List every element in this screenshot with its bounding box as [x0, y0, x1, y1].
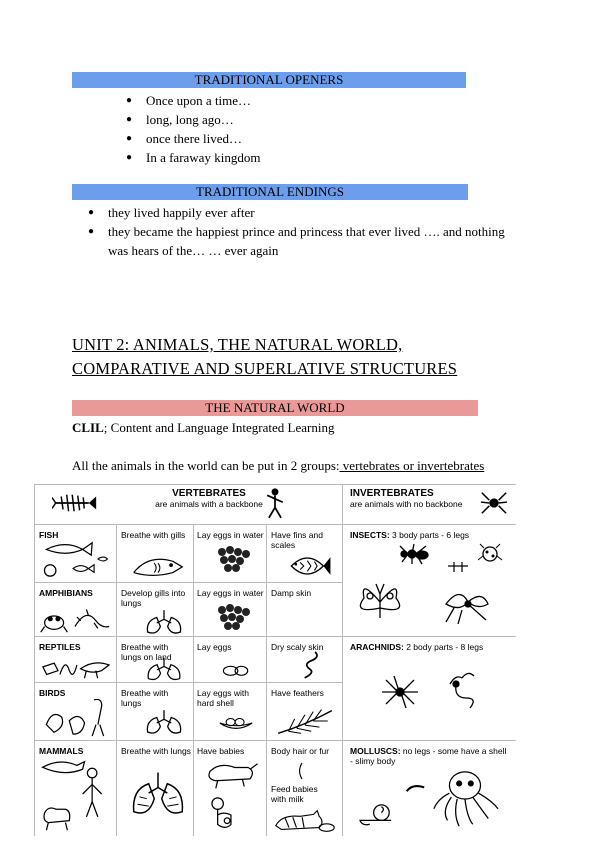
fish-breathing: Breathe with gills	[121, 530, 186, 540]
clil-text: ; Content and Language Integrated Learning	[103, 420, 335, 435]
molluscs-desc: no legs - some have a shell - slimy body	[350, 746, 507, 766]
openers-list	[126, 91, 260, 167]
unit-title-line-1: UNIT 2: ANIMALS, THE NATURAL WORLD,	[72, 335, 403, 354]
arachnids-name: ARACHNIDS:	[350, 642, 404, 652]
unit-title-line-2: COMPARATIVE AND SUPERLATIVE STRUCTURES	[72, 359, 458, 378]
group-fish: FISH	[39, 530, 59, 540]
lungs-icon	[144, 656, 184, 682]
fish-body: Have fins and scales	[271, 530, 323, 550]
reptiles-skin: Dry scaly skin	[271, 642, 324, 652]
scaly-fish-icon	[286, 550, 334, 582]
endings-list	[88, 203, 508, 260]
list-item: ● In a faraway kingdom	[126, 148, 260, 167]
reptiles-breathing: Breathe with lungs on land	[121, 642, 172, 662]
amphibians-group-icon	[38, 598, 112, 636]
snake-icon	[296, 648, 322, 680]
invertebrates-title: INVERTEBRATES	[350, 488, 434, 499]
fish-eggs: Lay eggs in water	[197, 530, 264, 540]
amphibians-breathing: Develop gills into lungs	[121, 588, 186, 608]
clil-abbr: CLIL	[72, 420, 104, 435]
openers-heading: TRADITIONAL OPENERS	[72, 72, 466, 88]
animal-classification-table	[34, 484, 516, 836]
list-item: ● long, long ago…	[126, 110, 260, 129]
reptile-eggs-icon	[218, 660, 254, 678]
hair-icon	[294, 760, 310, 782]
group-birds: BIRDS	[39, 688, 66, 698]
list-item: ● they became the happiest prince and princess that ever lived …. and nothing was hears of the… … ever again	[88, 222, 508, 260]
vertebrates-subtitle: are animals with a backbone	[155, 499, 263, 509]
lungs-icon	[144, 708, 184, 736]
nest-icon	[218, 714, 254, 732]
mammals-babies: Have babies	[197, 746, 245, 756]
molluscs-label	[350, 746, 510, 766]
fish-group-icon	[38, 538, 112, 580]
molluscs-name: MOLLUSCS:	[350, 746, 401, 756]
birds-body: Have feathers	[271, 688, 324, 698]
insects-desc: 3 body parts - 6 legs	[389, 530, 470, 540]
fish-head-icon	[130, 552, 186, 580]
mammals-group-icon	[38, 754, 112, 834]
groups-text: All the animals in the world can be put in 2 groups:	[72, 458, 340, 473]
dancing-skeleton-icon	[262, 486, 288, 522]
lungs-icon	[144, 608, 184, 636]
birds-eggs: Lay eggs with hard shell	[197, 688, 249, 708]
natural-world-heading: THE NATURAL WORLD	[72, 400, 478, 416]
molluscs-icon	[350, 766, 510, 834]
spider-icon	[480, 489, 508, 517]
reptiles-group-icon	[38, 648, 112, 682]
birds-breathing: Breathe with lungs	[121, 688, 169, 708]
endings-heading: TRADITIONAL ENDINGS	[72, 184, 468, 200]
mammals-hair: Body hair or fur	[271, 746, 330, 756]
invertebrates-subtitle: are animals with no backbone	[350, 499, 463, 509]
insects-name: INSECTS:	[350, 530, 390, 540]
feather-icon	[274, 706, 336, 738]
vertebrates-title: VERTEBRATES	[172, 488, 246, 499]
insects-label	[350, 530, 510, 540]
groups-underlined: vertebrates or invertebrates	[339, 458, 485, 473]
insects-icon	[350, 542, 510, 634]
groups-line	[72, 457, 484, 474]
mammals-milk: Feed babies with milk	[271, 784, 318, 804]
large-lungs-icon	[130, 768, 186, 820]
fish-skeleton-icon	[52, 489, 98, 517]
cat-kittens-icon	[272, 808, 338, 834]
group-reptiles: REPTILES	[39, 642, 81, 652]
arachnids-icon	[370, 664, 490, 714]
amphibians-eggs: Lay eggs in water	[197, 588, 264, 598]
clil-line	[72, 419, 334, 436]
group-amphibians: AMPHIBIANS	[39, 588, 93, 598]
invertebrates-header	[350, 489, 480, 509]
birds-group-icon	[38, 696, 112, 738]
list-item: ● once there lived…	[126, 129, 260, 148]
list-item: ● they lived happily ever after	[88, 203, 508, 222]
frog-spawn-icon	[214, 602, 254, 632]
unit-title	[72, 333, 457, 381]
arachnids-label	[350, 642, 510, 652]
mammals-breathing: Breathe with lungs	[121, 746, 191, 756]
group-mammals: MAMMALS	[39, 746, 84, 756]
list-item: ● Once upon a time…	[126, 91, 260, 110]
fish-eggs-icon	[214, 544, 254, 574]
arachnids-desc: 2 body parts - 8 legs	[403, 642, 484, 652]
mammal-babies-icon	[196, 758, 264, 834]
amphibians-skin: Damp skin	[271, 588, 312, 598]
mammals-body	[271, 746, 341, 756]
reptiles-eggs: Lay eggs	[197, 642, 232, 652]
